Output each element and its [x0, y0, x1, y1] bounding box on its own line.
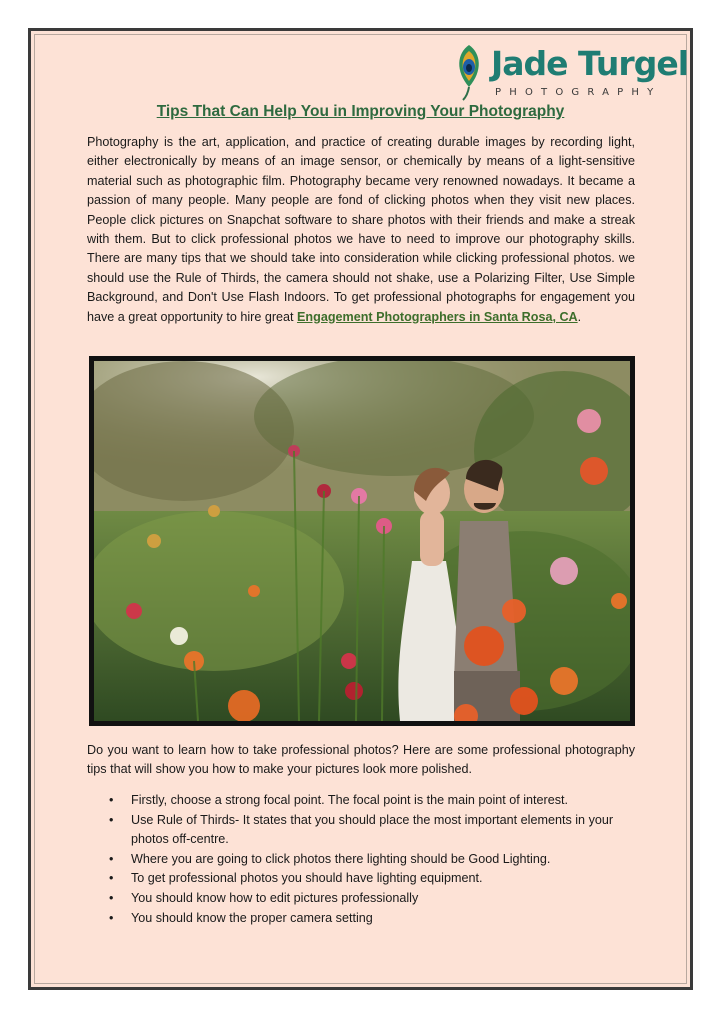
- bullet-icon: •: [109, 793, 114, 807]
- bullet-icon: •: [109, 910, 114, 925]
- intro-paragraph: [87, 133, 635, 327]
- tip-text: Where you are going to click photos there lighting should be Good Lighting.: [131, 851, 551, 866]
- logo-subtitle: PHOTOGRAPHY: [495, 87, 662, 98]
- list-item: [87, 791, 647, 811]
- tip-text: To get professional photos you should have lighting equipment.: [131, 871, 483, 886]
- flower-garden-image: [94, 361, 630, 721]
- bullet-icon: •: [109, 851, 114, 866]
- intro-end: .: [577, 309, 582, 324]
- list-item: [87, 811, 647, 850]
- tips-list: [87, 791, 647, 928]
- couple-photo: [89, 356, 635, 726]
- logo-brand: Jade Turgel: [491, 44, 689, 83]
- list-item: [87, 850, 647, 870]
- tip-text: You should know how to edit pictures professionally: [131, 890, 419, 905]
- tip-text: Use Rule of Thirds- It states that you should place the most important elements in your photos off-centre.: [131, 812, 614, 847]
- engagement-photographers-link[interactable]: Engagement Photographers in Santa Rosa, CA: [297, 309, 578, 324]
- list-item: [87, 869, 647, 889]
- list-item: [87, 909, 647, 929]
- list-item: [87, 889, 647, 909]
- page-title: Tips That Can Help You in Improving Your Photography: [156, 103, 565, 120]
- peacock-feather-icon: [451, 43, 487, 101]
- logo: [451, 43, 689, 103]
- tip-text: You should know the proper camera setting: [131, 910, 373, 925]
- tip-text: Firstly, choose a strong focal point. The focal point is the main point of interest.: [131, 793, 569, 807]
- bullet-icon: •: [109, 812, 114, 827]
- page-frame: [28, 28, 693, 990]
- intro-text: Photography is the art, application, and practice of creating durable images by recording light, either electronically by means of an image sensor, or chemically by means of a light-sensitive material such as photographic film. Photography became very renowned nowadays. It became a passion of many people. Many people are fond of clicking photos when they visit new places. People click pictures on Snapchat software to share photos with their friends and make a streak with them. But to click professional photos we have to need to improve our photography skills. There are many tips that we should take into consideration while clicking professional photos. we should use the Rule of Thirds, the camera should not shake, use a Polarizing Filter, Use Simple Background, and Don't Use Flash Indoors. To get professional photographs for engagement you have a great opportunity to hire great: [87, 135, 635, 324]
- bullet-icon: •: [109, 890, 114, 905]
- bullet-icon: •: [109, 871, 114, 886]
- tips-intro-paragraph: Do you want to learn how to take professional photos? Here are some professional photography tips that will show you how to make your pictures look more polished.: [87, 743, 635, 777]
